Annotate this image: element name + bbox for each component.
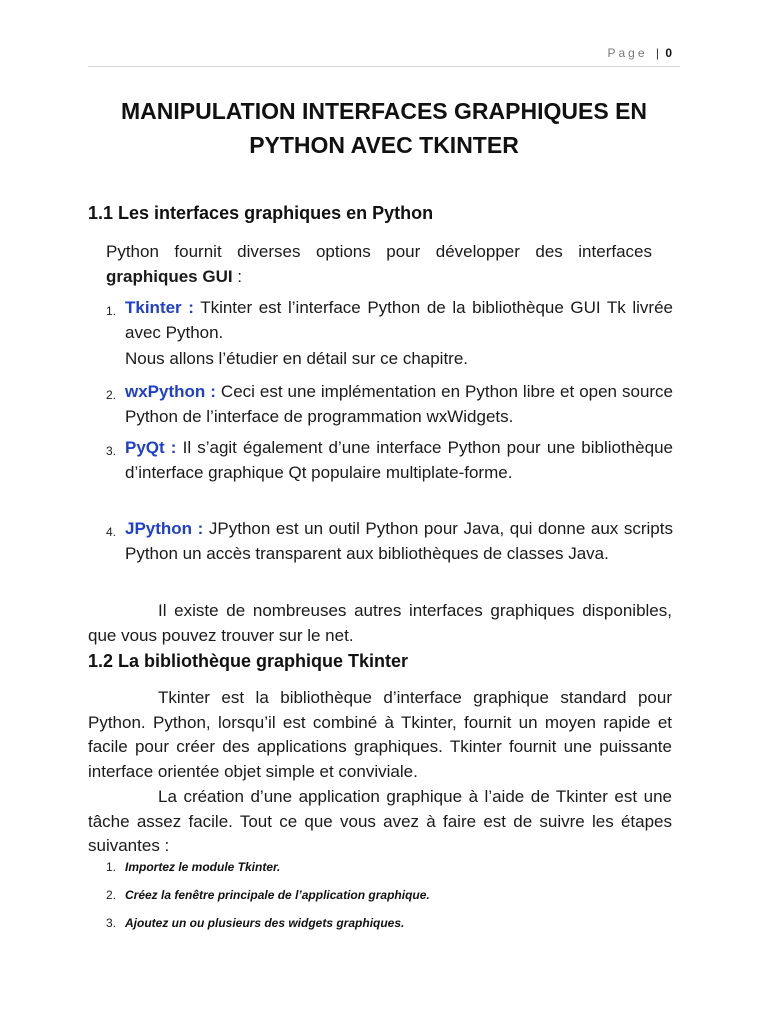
list-term-1: Tkinter : — [125, 298, 194, 317]
step-2: Créez la fenêtre principale de l’application graphique. — [125, 888, 430, 902]
section-heading-1: 1.1 Les interfaces graphiques en Python — [88, 203, 434, 223]
section-1-intro — [106, 240, 652, 289]
list-item-3 — [125, 436, 673, 485]
list-item-1-extra: Nous allons l’étudier en détail sur ce chapitre. — [125, 349, 469, 368]
list-item-1 — [125, 296, 673, 345]
section-heading-2: 1.2 La bibliothèque graphique Tkinter — [88, 651, 409, 671]
list-text-1: Tkinter est l’interface Python de la bibliothèque GUI Tk livrée avec Python. — [125, 298, 673, 342]
list-text-4: JPython est un outil Python pour Java, qui donne aux scripts Python un accès transparent aux bibliothèques de classes Java. — [125, 519, 673, 563]
title-line-2: PYTHON AVEC TKINTER — [249, 132, 519, 158]
document-title — [88, 94, 680, 162]
section-2-paragraph-2: La création d’une application graphique à l’aide de Tkinter est une tâche assez facile. Tout ce que vous avez à faire est de suivre les étapes suivantes : — [88, 787, 672, 855]
step-3: Ajoutez un ou plusieurs des widgets graphiques. — [125, 916, 405, 930]
intro-bold: graphiques GUI — [106, 266, 233, 286]
page-number: 0 — [665, 46, 672, 60]
list-item-4 — [125, 517, 673, 566]
list-number-1: 1. — [106, 304, 117, 318]
list-number-4: 4. — [106, 525, 117, 539]
list-text-3: Il s’agit également d’une interface Python pour une bibliothèque d’interface graphique Qt populaire multiplate-forme. — [125, 438, 673, 482]
list-term-3: PyQt : — [125, 438, 177, 457]
step-number-2: 2. — [106, 888, 117, 902]
page-header — [607, 46, 672, 60]
page-label: Page — [607, 46, 648, 60]
list-text-2: Ceci est une implémentation en Python libre et open source Python de l’interface de programmation wxWidgets. — [125, 382, 674, 426]
intro-line: Python fournit diverses options pour développer des interfaces — [106, 242, 652, 261]
list-item-2 — [125, 380, 673, 429]
title-line-1: MANIPULATION INTERFACES GRAPHIQUES EN — [120, 98, 648, 124]
list-number-2: 2. — [106, 388, 117, 402]
list-term-4: JPython : — [125, 519, 204, 538]
intro-tail: : — [232, 266, 243, 286]
section-1-closing: Il existe de nombreuses autres interfaces graphiques disponibles, que vous pouvez trouver sur le net. — [88, 601, 672, 645]
step-number-1: 1. — [106, 860, 117, 874]
header-rule — [88, 66, 680, 67]
list-number-3: 3. — [106, 444, 117, 458]
page-separator: | — [655, 46, 659, 60]
step-1: Importez le module Tkinter. — [125, 860, 281, 874]
intro-second-line — [106, 265, 652, 290]
list-term-2: wxPython : — [125, 382, 216, 401]
step-number-3: 3. — [106, 916, 117, 930]
section-2-paragraph-1: Tkinter est la bibliothèque d’interface graphique standard pour Python. Python, lorsqu’il est combiné à Tkinter, fournit un moyen rapide et facile pour créer des applications graphiques. Tkinter fournit une puissante interface orientée objet simple et conviviale. — [88, 688, 672, 781]
